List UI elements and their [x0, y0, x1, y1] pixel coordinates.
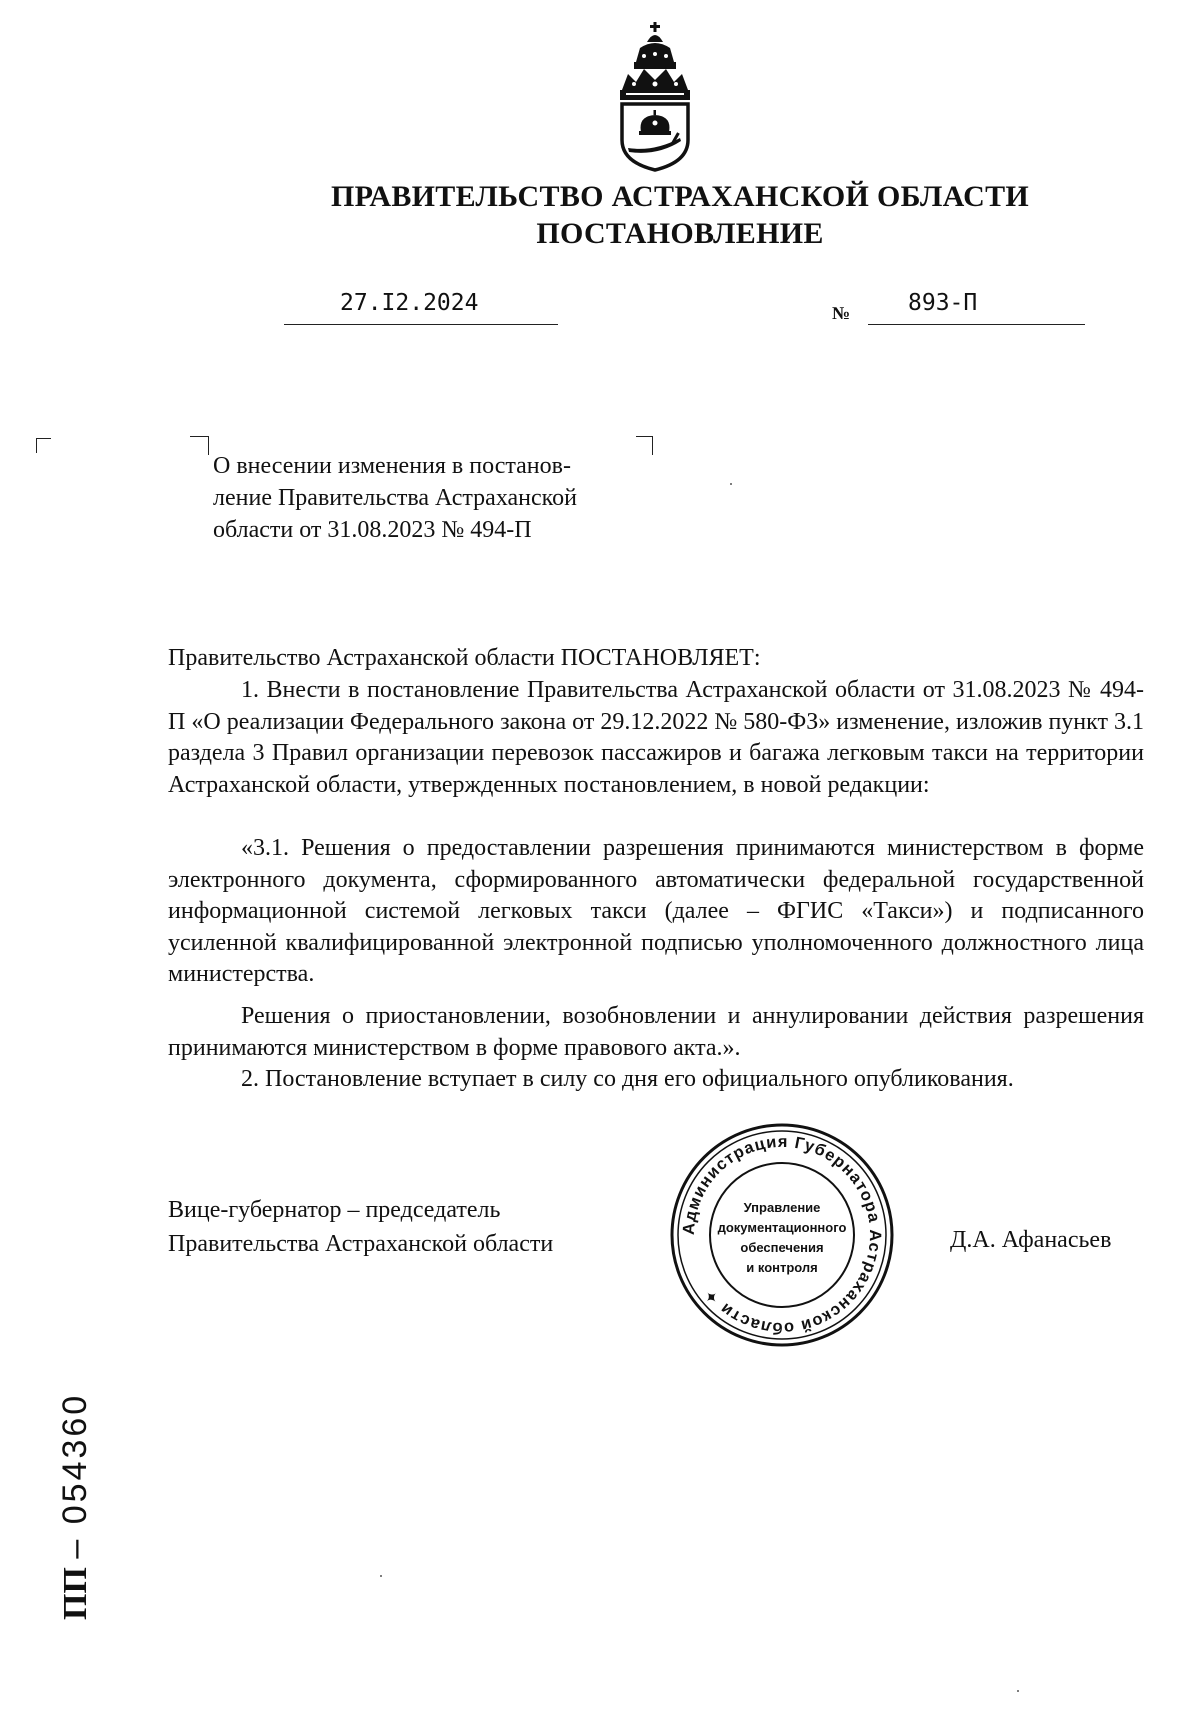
document-subject	[213, 450, 653, 546]
serial-prefix: ПП	[57, 1567, 94, 1620]
resolution-preamble: Правительство Астраханской области ПОСТАНОВЛЯЕТ:	[168, 645, 761, 671]
resolution-item-1: 1. Внести в постановление Правительства Астраханской области от 31.08.2023 № 494-П «О реализации Федерального закона от 29.12.2022 № 580-ФЗ» изменение, изложив пункт 3.1 раздела 3 Правил организации перевозок пассажиров и багажа легковым такси на территории Астраханской области, утвержденных постановлением, в новой редакции:	[168, 677, 1144, 798]
scan-speck	[730, 483, 732, 485]
subject-line: О внесении изменения в постанов-	[213, 453, 571, 479]
document-type-title: ПОСТАНОВЛЕНИЕ	[536, 217, 824, 250]
margin-corner-mark	[36, 438, 51, 453]
coat-of-arms-icon	[614, 22, 696, 172]
number-sign: №	[832, 303, 851, 323]
subject-corner-mark-left	[190, 436, 209, 455]
stamp-center-line: документационного	[717, 1220, 847, 1235]
scan-speck	[380, 1575, 382, 1577]
quoted-clause-3-1: «3.1. Решения о предоставлении разрешения принимаются министерством в форме электронного документа, сформированного автоматически федеральной государственной информационной системой легковых такси (далее – ФГИС «Такси») и подписанного усиленной квалифицированной электронной подписью уполномоченного должностного лица министерства.	[168, 835, 1144, 987]
resolution-item-2: 2. Постановление вступает в силу со дня его официального опубликования.	[241, 1066, 1014, 1092]
government-title: ПРАВИТЕЛЬСТВО АСТРАХАНСКОЙ ОБЛАСТИ	[330, 180, 1030, 213]
scan-speck	[1017, 1690, 1019, 1692]
signer-name: Д.А. Афанасьев	[950, 1227, 1112, 1253]
form-serial-number	[58, 1393, 93, 1620]
signer-position-line: Правительства Астраханской области	[168, 1231, 554, 1257]
date-underline	[284, 324, 558, 325]
signer-position-line: Вице-губернатор – председатель	[168, 1197, 501, 1223]
stamp-center-line: Управление	[743, 1200, 821, 1215]
signer-position	[168, 1193, 553, 1261]
number-underline	[868, 324, 1085, 325]
stamp-center-line: обеспечения	[740, 1240, 824, 1255]
subject-line: ление Правительства Астраханской	[213, 485, 577, 511]
stamp-ring-text: Администрация Губернатора Астраханской области ✦	[679, 1132, 885, 1338]
serial-number: – 054360	[56, 1392, 94, 1559]
document-date: 27.I2.2024	[340, 290, 479, 316]
official-stamp	[667, 1120, 897, 1350]
document-number: 893-П	[908, 290, 978, 316]
subject-line: области от 31.08.2023 № 494-П	[213, 517, 532, 543]
stamp-center-line: и контроля	[746, 1260, 818, 1275]
quoted-clause-continuation: Решения о приостановлении, возобновлении и аннулировании действия разрешения принимаются министерством в форме правового акта.».	[168, 1003, 1144, 1061]
